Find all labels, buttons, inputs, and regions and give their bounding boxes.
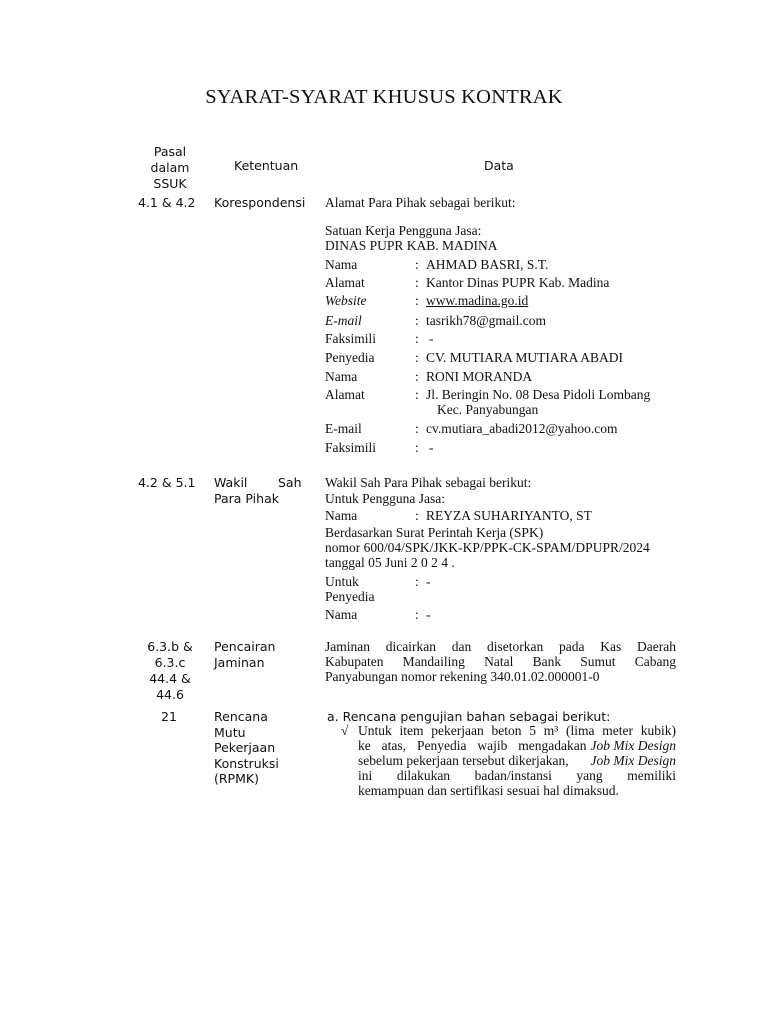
row3-data-line: Jaminan dicairkan dan disetorkan pada Kas Daerah — [325, 639, 676, 654]
field-label: E-mail — [325, 421, 362, 436]
header-pasal-line: SSUK — [153, 176, 187, 191]
row2-spk-line: Berdasarkan Surat Perintah Kerja (SPK) — [325, 525, 544, 540]
row2-intro: Wakil Sah Para Pihak sebagai berikut: — [325, 475, 532, 490]
field-value: Kantor Dinas PUPR Kab. Madina — [426, 275, 610, 290]
field-label: Website — [325, 293, 367, 308]
field-colon: : — [415, 607, 419, 622]
row3-ketentuan — [214, 639, 275, 671]
row2-penyedia-value: - — [426, 574, 431, 589]
field-label: Nama — [325, 257, 358, 272]
row1-pengguna-heading: Satuan Kerja Pengguna Jasa: — [325, 223, 482, 238]
field-colon: : — [415, 331, 419, 346]
header-pasal-line: Pasal — [153, 144, 187, 159]
row1-pasal: 4.1 & 4.2 — [138, 195, 196, 210]
page-title: SYARAT-SYARAT KHUSUS KONTRAK — [205, 86, 563, 108]
header-pasal-line: dalam — [150, 160, 190, 175]
row4-bullet-text: sebelum pekerjaan tersebut dikerjakan, — [358, 753, 569, 768]
row4-ketentuan-line: Rencana — [214, 709, 268, 724]
row4-bullet-line — [358, 738, 676, 754]
row3-ketentuan-line: Pencairan — [214, 639, 276, 654]
field-colon: : — [415, 313, 419, 328]
header-pasal — [140, 144, 200, 192]
row4-bullet-italic: Job Mix Design — [590, 738, 676, 753]
row4-item-a: a. Rencana pengujian bahan sebagai berikut: — [327, 709, 611, 724]
field-label: Alamat — [325, 275, 365, 290]
header-data: Data — [484, 158, 514, 173]
row4-pasal: 21 — [161, 709, 177, 724]
row4-ketentuan-line: Mutu — [214, 724, 246, 740]
row4-ketentuan-line: (RPMK) — [214, 771, 259, 786]
field-value: tasrikh78@gmail.com — [426, 313, 547, 328]
field-value: - — [429, 331, 434, 346]
field-label: Faksimili — [325, 440, 377, 455]
row2-nama2-label: Nama — [325, 607, 358, 622]
row3-data-line: Kabupaten Mandailing Natal Bank Sumut Cabang — [325, 654, 676, 669]
field-colon: : — [415, 440, 419, 455]
row1-intro: Alamat Para Pihak sebagai berikut: — [325, 195, 516, 210]
row3-ketentuan-line: Jaminan — [214, 655, 265, 670]
field-colon: : — [415, 574, 419, 589]
field-colon: : — [415, 421, 419, 436]
field-value: Jl. Beringin No. 08 Desa Pidoli Lombang — [426, 387, 651, 402]
field-colon: : — [415, 350, 419, 365]
row2-penyedia-label: Penyedia — [325, 589, 375, 604]
field-value: AHMAD BASRI, S.T. — [426, 257, 549, 272]
field-label: Nama — [325, 369, 358, 384]
row3-data-line: Panyabungan nomor rekening 340.01.02.000001-0 — [325, 669, 600, 684]
row3-pasal-line: 44.6 — [156, 687, 184, 702]
row1-pengguna-org: DINAS PUPR KAB. MADINA — [325, 238, 498, 253]
row4-bullet-line — [358, 753, 676, 769]
row2-ketentuan-word: Wakil — [214, 475, 248, 490]
row4-ketentuan-line: Pekerjaan — [214, 740, 276, 755]
field-label: Alamat — [325, 387, 365, 402]
row4-bullet-line: ini dilakukan badan/instansi yang memiliki — [358, 768, 676, 783]
row4-bullet-line: Untuk item pekerjaan beton 5 m³ (lima meter kubik) — [358, 723, 676, 738]
row3-pasal-line: 6.3.b & — [147, 639, 193, 654]
row2-pengguna-heading: Untuk Pengguna Jasa: — [325, 491, 445, 506]
row2-ketentuan-line: Para Pihak — [214, 491, 279, 506]
checkmark-icon: √ — [341, 723, 349, 738]
field-colon: : — [415, 257, 419, 272]
row2-spk-line: nomor 600/04/SPK/JKK-KP/PPK-CK-SPAM/DPUPR/2024 — [325, 540, 650, 555]
field-value-continued: Kec. Panyabungan — [437, 402, 539, 417]
row2-penyedia-label: Untuk — [325, 574, 359, 589]
row4-bullet-italic: Job Mix Design — [590, 753, 676, 768]
row1-ketentuan: Korespondensi — [214, 195, 306, 210]
field-colon: : — [415, 293, 419, 308]
row3-pasal-line: 6.3.c — [154, 655, 186, 670]
field-label: Penyedia — [325, 350, 375, 365]
field-value: cv.mutiara_abadi2012@yahoo.com — [426, 421, 618, 436]
field-value: CV. MUTIARA MUTIARA ABADI — [426, 350, 624, 365]
website-link[interactable]: www.madina.go.id — [426, 293, 529, 308]
field-colon: : — [415, 387, 419, 402]
header-ketentuan: Ketentuan — [234, 158, 299, 173]
row2-spk-line: tanggal 05 Juni 2 0 2 4 . — [325, 555, 455, 570]
field-label: Faksimili — [325, 331, 377, 346]
field-colon: : — [415, 508, 419, 523]
field-colon: : — [415, 275, 419, 290]
row4-ketentuan-line: Konstruksi — [214, 755, 279, 771]
row2-nama-value: REYZA SUHARIYANTO, ST — [426, 508, 592, 523]
row4-bullet-text: ke atas, Penyedia wajib mengadakan — [358, 738, 587, 753]
field-label: E-mail — [325, 313, 362, 328]
row2-nama-label: Nama — [325, 508, 358, 523]
row2-pasal: 4.2 & 5.1 — [138, 475, 196, 490]
field-value: RONI MORANDA — [426, 369, 533, 384]
field-value: - — [429, 440, 434, 455]
row4-bullet-line: kemampuan dan sertifikasi sesuai hal dimaksud. — [358, 783, 619, 798]
row2-ketentuan-word: Sah — [278, 475, 302, 490]
row4-ketentuan — [214, 709, 279, 787]
row3-pasal-line: 44.4 & — [149, 671, 191, 686]
row3-pasal — [132, 639, 208, 703]
row2-nama2-value: - — [426, 607, 431, 622]
field-colon: : — [415, 369, 419, 384]
